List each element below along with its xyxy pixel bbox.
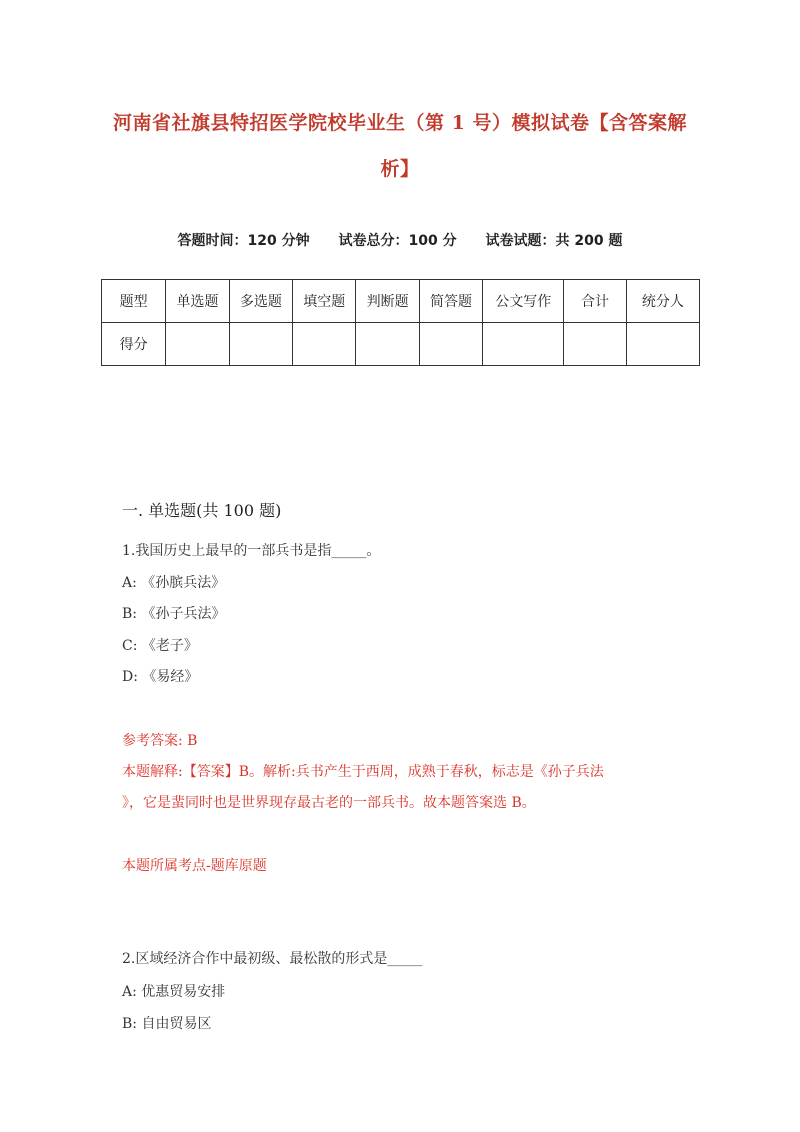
score-table-header-row bbox=[102, 280, 700, 323]
score-cell bbox=[419, 323, 482, 366]
q2-option-b: B: 自由贸易区 bbox=[122, 1016, 212, 1032]
score-header-cell: 题型 bbox=[102, 280, 166, 323]
document-title bbox=[100, 100, 700, 192]
question-1: 1.我国历史上最早的一部兵书是指_____。 bbox=[122, 543, 381, 559]
score-cell bbox=[564, 323, 626, 366]
exam-total-score: 试卷总分：100 分 bbox=[338, 233, 457, 249]
score-header-cell: 公文写作 bbox=[483, 280, 564, 323]
section-heading: 一. 单选题(共 100 题) bbox=[122, 501, 282, 520]
q1-option-b: B: 《孙子兵法》 bbox=[122, 606, 226, 622]
title-line-2: 析】 bbox=[380, 158, 420, 180]
score-header-cell: 单选题 bbox=[166, 280, 229, 323]
q2-option-a: A: 优惠贸易安排 bbox=[122, 984, 226, 1000]
score-cell bbox=[626, 323, 699, 366]
q1-option-a: A: 《孙膑兵法》 bbox=[122, 575, 226, 591]
q1-explanation-line-1: 本题解释:【答案】B。解析:兵书产生于西周，成熟于春秋，标志是《孙子兵法 bbox=[122, 764, 604, 780]
score-cell bbox=[229, 323, 292, 366]
score-header-cell: 多选题 bbox=[229, 280, 292, 323]
exam-time: 答题时间：120 分钟 bbox=[177, 233, 310, 249]
question-2: 2.区域经济合作中最初级、最松散的形式是_____ bbox=[122, 951, 423, 967]
q1-explanation-line-2: 》，它是蜚同时也是世界现存最古老的一部兵书。故本题答案选 B。 bbox=[122, 795, 536, 811]
q1-option-d: D: 《易经》 bbox=[122, 669, 199, 685]
score-header-cell: 合计 bbox=[564, 280, 626, 323]
score-cell bbox=[166, 323, 229, 366]
score-table-score-row bbox=[102, 323, 700, 366]
q1-knowledge-point: 本题所属考点-题库原题 bbox=[122, 858, 267, 874]
score-header-cell: 简答题 bbox=[419, 280, 482, 323]
score-cell bbox=[483, 323, 564, 366]
score-row-label: 得分 bbox=[102, 323, 166, 366]
score-table bbox=[101, 279, 700, 366]
q1-option-c: C: 《老子》 bbox=[122, 638, 198, 654]
exam-meta bbox=[0, 230, 800, 250]
score-header-cell: 填空题 bbox=[293, 280, 356, 323]
title-line-1: 河南省社旗县特招医学院校毕业生（第 1 号）模拟试卷【含答案解 bbox=[113, 112, 687, 134]
score-header-cell: 统分人 bbox=[626, 280, 699, 323]
q1-answer: 参考答案: B bbox=[122, 733, 198, 749]
score-header-cell: 判断题 bbox=[356, 280, 419, 323]
exam-question-count: 试卷试题：共 200 题 bbox=[485, 233, 623, 249]
score-cell bbox=[293, 323, 356, 366]
score-cell bbox=[356, 323, 419, 366]
